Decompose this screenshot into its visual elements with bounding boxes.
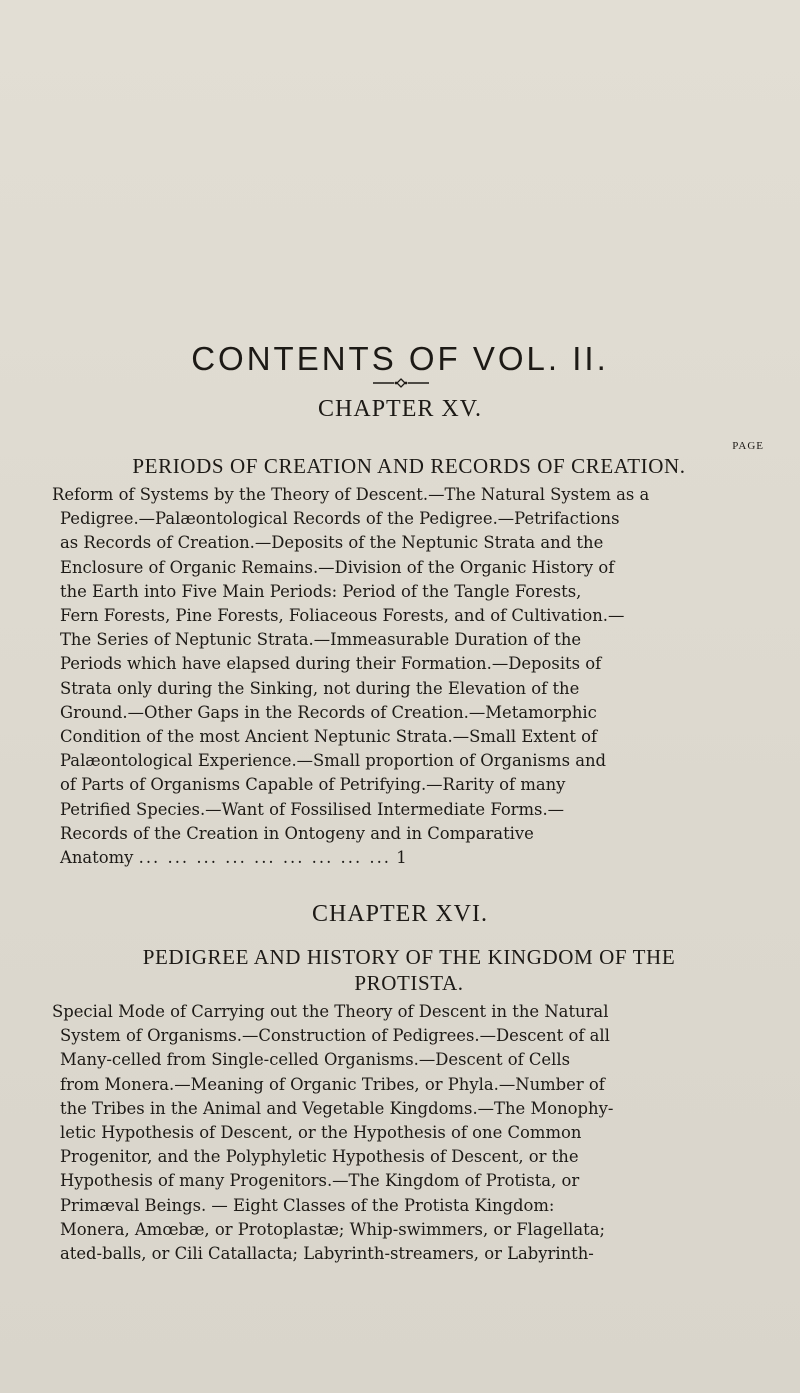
chapter-xvi-heading: CHAPTER XVI. <box>311 901 488 927</box>
summary-line: Enclosure of Organic Remains.—Division of the Organic History of <box>60 557 615 577</box>
summary-line: Pedigree.—Palæontological Records of the Pedigree.—Petrifactions <box>60 509 620 529</box>
summary-line: Reform of Systems by the Theory of Descent.—The Natural System as a <box>52 485 650 504</box>
dot-leader: ... ... ... ... ... ... ... ... ... <box>138 848 391 868</box>
summary-line: ated-balls, or Cili Catallacta; Labyrinth-streamers, or Labyrinth- <box>60 1244 594 1264</box>
toc-entry-line <box>60 846 760 870</box>
summary-line: Primæval Beings. — Eight Classes of the Protista Kingdom: <box>60 1195 555 1215</box>
toc-entry-text: Anatomy <box>60 848 134 868</box>
chapter-xvi-title-line: PROTISTA. <box>354 971 464 995</box>
page-number: 1 <box>396 848 407 868</box>
summary-line: Hypothesis of many Progenitors.—The Kingdom of Protista, or <box>60 1171 580 1191</box>
summary-line: Periods which have elapsed during their Formation.—Deposits of <box>60 654 602 674</box>
summary-line: as Records of Creation.—Deposits of the Neptunic Strata and the <box>60 533 604 553</box>
summary-line: Fern Forests, Pine Forests, Foliaceous Forests, and of Cultivation.— <box>60 606 625 626</box>
summary-line: Monera, Amœbæ, or Protoplastæ; Whip-swimmers, or Flagellata; <box>60 1219 606 1239</box>
chapter-xv-heading: CHAPTER XV. <box>318 396 482 422</box>
summary-line: letic Hypothesis of Descent, or the Hypothesis of one Common <box>60 1123 582 1143</box>
summary-line: Many-celled from Single-celled Organisms.—Descent of Cells <box>60 1050 571 1070</box>
page-column-label: PAGE <box>732 440 764 452</box>
summary-line: Condition of the most Ancient Neptunic Strata.—Small Extent of <box>60 727 598 747</box>
summary-line: Progenitor, and the Polyphyletic Hypothesis of Descent, or the <box>60 1147 579 1167</box>
chapter-xvi-title <box>44 944 774 996</box>
summary-line: the Tribes in the Animal and Vegetable Kingdoms.—The Monophy- <box>60 1098 614 1118</box>
summary-line: Palæontological Experience.—Small proportion of Organisms and <box>60 751 607 771</box>
summary-line: the Earth into Five Main Periods: Period of the Tangle Forests, <box>60 581 582 601</box>
ornament-divider-icon <box>373 378 429 388</box>
contents-title: CONTENTS OF VOL. II. <box>191 340 609 377</box>
chapter-xvi-summary <box>52 1000 760 1266</box>
summary-line: Ground.—Other Gaps in the Records of Creation.—Metamorphic <box>60 702 597 722</box>
summary-line: Strata only during the Sinking, not during the Elevation of the <box>60 678 580 698</box>
chapter-xv-title: PERIODS OF CREATION AND RECORDS OF CREATION. <box>132 454 686 478</box>
summary-line: System of Organisms.—Construction of Pedigrees.—Descent of all <box>60 1026 610 1046</box>
summary-line: Petrified Species.—Want of Fossilised Intermediate Forms.— <box>60 799 565 819</box>
chapter-xvi-title-line: PEDIGREE AND HISTORY OF THE KINGDOM OF THE <box>142 945 676 969</box>
summary-line: The Series of Neptunic Strata.—Immeasurable Duration of the <box>60 630 582 650</box>
summary-line: of Parts of Organisms Capable of Petrifying.—Rarity of many <box>60 775 566 795</box>
summary-line: Special Mode of Carrying out the Theory of Descent in the Natural <box>52 1002 609 1021</box>
summary-line: Records of the Creation in Ontogeny and in Comparative <box>60 823 534 843</box>
chapter-xv-summary <box>52 483 760 870</box>
summary-line: from Monera.—Meaning of Organic Tribes, or Phyla.—Number of <box>60 1074 605 1094</box>
